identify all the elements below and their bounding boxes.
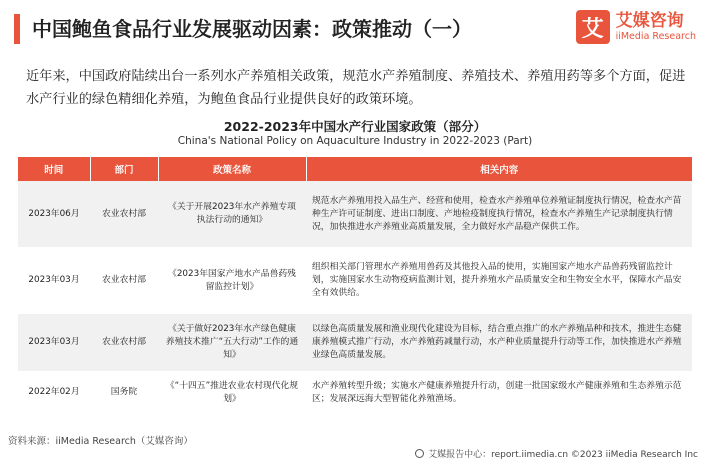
- cell-department: 农业农村部: [90, 314, 158, 371]
- policy-table: [18, 157, 692, 414]
- cell-time: 2023年06月: [18, 181, 90, 247]
- header-policy-name: 政策名称: [158, 157, 306, 181]
- title-accent-bar: [14, 14, 20, 44]
- intro-paragraph: 近年来，中国政府陆续出台一系列水产养殖相关政策，规范水产养殖制度、养殖技术、养殖用药等多个方面，促进水产行业的绿色精细化养殖，为鲍鱼食品行业提供良好的政策环境。: [26, 69, 686, 107]
- logo-name-en: iiMedia Research: [615, 30, 696, 42]
- cell-time: 2023年03月: [18, 314, 90, 371]
- cell-content: 组织相关部门管理水产养殖用兽药及其他投入品的使用，实施国家产地水产品兽药残留监控计划，实施国家水生动物疫病监测计划，提升养殖水产品质量安全和生物安全水平，保障水产品安全有效供给。: [306, 247, 692, 314]
- page-title: 中国鲍鱼食品行业发展驱动因素：政策推动（一）: [32, 17, 472, 41]
- brand-logo: [576, 10, 696, 44]
- header-department: 部门: [90, 157, 158, 181]
- cell-policy-name: 《2023年国家产地水产品兽药残留监控计划》: [158, 247, 306, 314]
- cell-department: 农业农村部: [90, 247, 158, 314]
- table-row: [18, 181, 692, 247]
- cell-department: 农业农村部: [90, 181, 158, 247]
- cell-content: 水产养殖转型升级；实施水产健康养殖提升行动，创建一批国家级水产健康养殖和生态养殖示范区；发展深远海大型智能化养殖渔场。: [306, 371, 692, 414]
- logo-icon: 艾: [576, 10, 610, 44]
- footer-credit: [415, 447, 698, 460]
- header-time: 时间: [18, 157, 90, 181]
- cell-content: 规范水产养殖用投入品生产、经营和使用，检查水产养殖单位养殖证制度执行情况，检查水产苗种生产许可证制度、进出口制度、产地检疫制度执行情况，检查水产养殖生产记录制度执行情况，加快推进水产养殖业高质量发展，全力做好水产品稳产保供工作。: [306, 181, 692, 247]
- table-title: 2022-2023年中国水产行业国家政策（部分）: [223, 119, 487, 134]
- table-subtitle: China's National Policy on Aquaculture Industry in 2022-2023 (Part): [177, 135, 533, 147]
- cell-department: 国务院: [90, 371, 158, 414]
- globe-icon: [415, 449, 424, 458]
- cell-time: 2023年03月: [18, 247, 90, 314]
- logo-text: [616, 12, 696, 43]
- footer-text: 艾媒报告中心：report.iimedia.cn ©2023 iiMedia Research Inc: [428, 450, 698, 460]
- cell-policy-name: 《关于做好2023年水产绿色健康养殖技术推广“五大行动”工作的通知》: [158, 314, 306, 371]
- table-header-row: [18, 157, 692, 181]
- source-note: 资料来源：iiMedia Research（艾媒咨询）: [8, 436, 193, 447]
- cell-content: 以绿色高质量发展和渔业现代化建设为目标，结合重点推广的水产养殖品种和技术，推进生态健康养殖模式推广行动，水产养殖药减量行动，水产种业质量提升行动等工作，加快推进水产养殖业绿色高质量发展。: [306, 314, 692, 371]
- logo-name-cn: 艾媒咨询: [615, 10, 684, 31]
- cell-policy-name: 《“十四五”推进农业农村现代化规划》: [158, 371, 306, 414]
- cell-time: 2022年02月: [18, 371, 90, 414]
- table-row: [18, 371, 692, 414]
- table-row: [18, 247, 692, 314]
- header-content: 相关内容: [306, 157, 692, 181]
- cell-policy-name: 《关于开展2023年水产养殖专项执法行动的通知》: [158, 181, 306, 247]
- table-row: [18, 314, 692, 371]
